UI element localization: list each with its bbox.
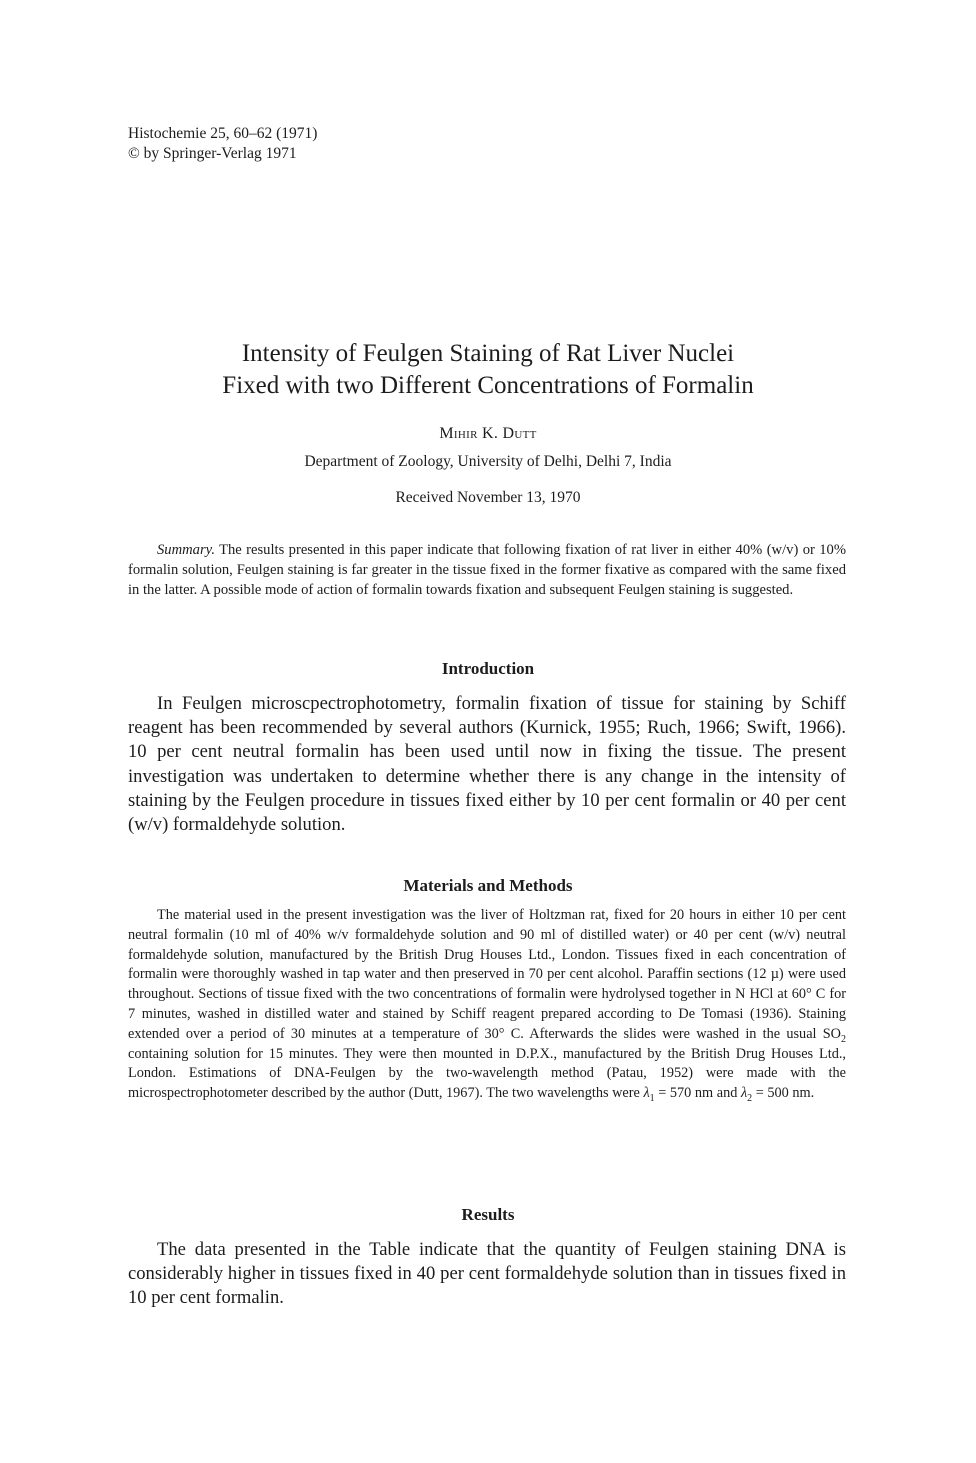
- summary-text: The results presented in this paper indicate that following fixation of rat liver in either 40% (w/v) or 10% formalin solution, Feulgen staining is far greater in the tissue fixed in the former fixative as compared with the same fixed in the latter. A possible mode of action of formalin towards fixation and subsequent Feulgen staining is suggested.: [128, 542, 846, 599]
- methods-heading: Materials and Methods: [403, 876, 573, 895]
- lambda-2-subscript: 2: [747, 1093, 753, 1105]
- methods-text-2: containing solution for 15 minutes. They were then mounted in D.P.X., manufactured by the British Drug Houses Ltd., London. Estimations of DNA-Feulgen by the two-wavelength method (Patau, 1952) were made with the microspectrophotometer described by the author (Dutt, 1967). The two wavelengths were: [128, 1045, 846, 1102]
- lambda-1-subscript: 1: [649, 1093, 655, 1105]
- introduction-paragraph: In Feulgen microscpectrophotometry, formalin fixation of tissue for staining by Schiff reagent has been recommended by several authors (Kurnick, 1955; Ruch, 1966; Swift, 1966). 10 per cent neutral formalin has been used until now in fixing the tissue. The present investigation was undertaken to determine whether there is any change in the intensity of staining by the Feulgen procedure in tissues fixed either by 10 per cent formalin or 40 per cent (w/v) formaldehyde solution.: [128, 693, 846, 836]
- lambda-1-symbol: λ: [643, 1085, 650, 1102]
- methods-paragraph: [128, 906, 846, 1104]
- methods-text-1: The material used in the present investigation was the liver of Holtzman rat, fixed for 20 hours in either 10 per cent neutral formalin (10 ml of 40% w/v formaldehyde solution and 90 ml of distilled water) or 40 per cent (w/v) neutral formaldehyde solution, manufactured by the British Drug Houses Ltd., London. Tissues fixed in each concentration of formalin were thoroughly washed in tap water and then preserved in 70 per cent alcohol. Paraffin sections (12 µ) were used throughout. Sections of tissue fixed with the two concentrations of formalin were hydrolysed together in N HCl at 60° C for 7 minutes, washed in distilled water and stained by Schiff reagent prepared according to De Tomasi (1936). Staining extended over a period of 30 minutes at a temperature of 30° C. Afterwards the slides were washed in the usual SO: [128, 907, 846, 1042]
- author-name: [120, 424, 856, 444]
- paper-title: [120, 338, 856, 402]
- journal-copyright: © by Springer-Verlag 1971: [128, 145, 297, 162]
- lambda-2-symbol: λ: [740, 1085, 748, 1102]
- author-first-name: Mihir: [439, 425, 478, 442]
- summary-lead: Summary.: [157, 542, 215, 558]
- author-initial: K.: [477, 425, 503, 442]
- title-line-2: Fixed with two Different Concentrations of Formalin: [222, 372, 754, 399]
- introduction-heading: Introduction: [441, 659, 535, 678]
- results-heading: Results: [461, 1205, 515, 1224]
- received-date: Received November 13, 1970: [395, 489, 581, 506]
- results-paragraph: The data presented in the Table indicate that the quantity of Feulgen staining DNA is considerably higher in tissues fixed in 40 per cent formaldehyde solution than in tissues fixed in 10 per cent formalin.: [128, 1239, 846, 1309]
- journal-citation: Histochemie 25, 60–62 (1971): [128, 125, 318, 142]
- author-affiliation: Department of Zoology, University of Delhi, Delhi 7, India: [304, 453, 672, 470]
- lambda-1-value: = 570 nm and: [654, 1085, 741, 1102]
- summary-paragraph: [128, 540, 846, 601]
- title-line-1: Intensity of Feulgen Staining of Rat Liver Nuclei: [241, 340, 735, 367]
- so2-subscript: 2: [841, 1033, 846, 1045]
- journal-header: [128, 124, 317, 164]
- author-last-name: Dutt: [502, 425, 537, 442]
- lambda-2-value: = 500 nm.: [752, 1085, 815, 1102]
